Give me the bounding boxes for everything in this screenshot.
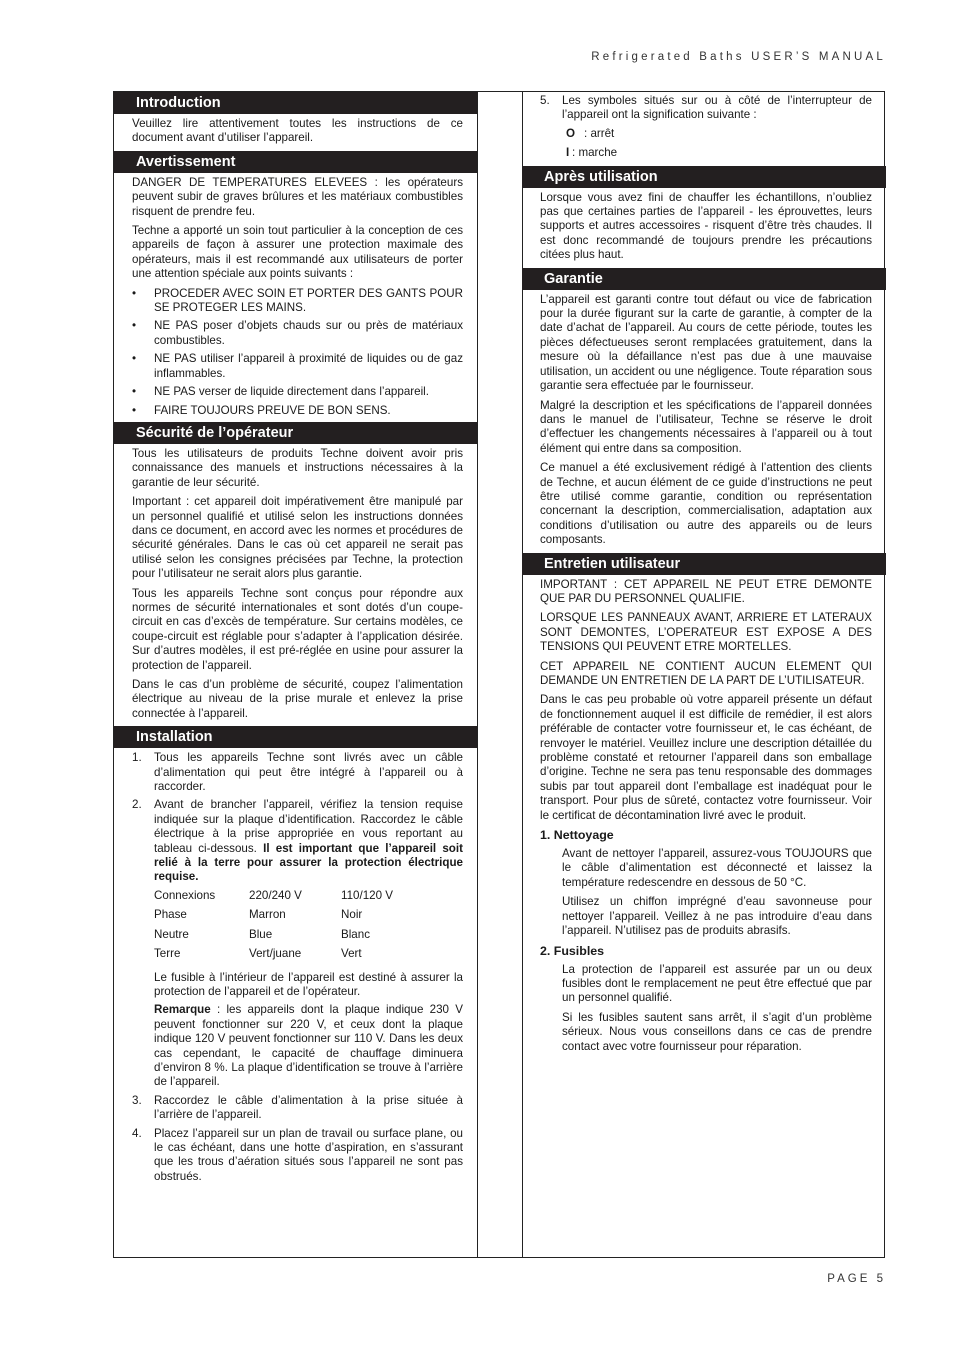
apres-text: Lorsque vous avez fini de chauffer les échantillons, n’oubliez pas que certaines parties de l’appareil - les éprouvettes, leurs supports et autres accessoires - risquent d’être très chaudes. Il est donc recommandé de toujours prendre les précautions citées plus haut. bbox=[540, 190, 872, 262]
avert-paragraph: Techne a apporté un soin tout particulier à la conception de ces appareils de façon à assurer une protection maximale des opérateurs, mais il est recommandé aux utilisateurs de porter une attention spéciale aux points suivants : bbox=[132, 224, 463, 281]
list-item: 4. Placez l’appareil sur un plan de travail ou surface plane, ou le cas échéant, dans une hotte d’aspiration, en s’assurant que les trous d’aération situés sous l’appareil ne sont pas obstrués. bbox=[132, 1126, 463, 1183]
symbol-off: O : arrêt bbox=[566, 126, 615, 140]
list-item: • PROCEDER AVEC SOIN ET PORTER DES GANTS POUR SE PROTEGER LES MAINS. bbox=[132, 286, 463, 315]
connection-table bbox=[154, 889, 393, 967]
secu-paragraph: Tous les appareils Techne sont conçus pour répondre aux normes de sécurité internationales et sont dotés d’un coupe-circuit en cas d’excès de température. Sur certains modèles, ce coupe-circuit est réglable pour s’adapter à l’application désirée. Sur d’autres modèles, il est pré-réglée en usine pour assurer la protection de l’appareil. bbox=[132, 586, 463, 672]
list-item: 3. Raccordez le câble d’alimentation à la prise située à l’arrière de l’appareil. bbox=[132, 1093, 463, 1122]
bullet-mark: • bbox=[132, 319, 137, 333]
secu-paragraph: Important : cet appareil doit impérativement être manipulé par un personnel qualifié et utilisé selon les instructions données dans ce document, en accord avec les normes et procédures de sécurité générales. Dans le cas où cet appareil ne serait pas utilisé selon les consignes précisées par Techne, la protection pour l’utilisateur ne serait alors plus garantie. bbox=[132, 495, 463, 581]
section-title-installation: Installation bbox=[114, 726, 477, 748]
table-row: Terre Vert/juane Vert bbox=[154, 947, 362, 961]
list-item: 1. Tous les appareils Techne sont livrés avec un câble d’alimentation qui peut être intégré à l’appareil ou à raccorder. bbox=[132, 751, 463, 794]
section-title-introduction: Introduction bbox=[114, 92, 477, 114]
subheading-nettoyage: 1. Nettoyage bbox=[540, 828, 614, 843]
list-item: • NE PAS verser de liquide directement dans l’appareil. bbox=[132, 385, 429, 399]
fusibles-paragraph: La protection de l’appareil est assurée par un ou deux fusibles dont le remplacement ne peut être effectué que par un personnel qualifié. bbox=[562, 962, 872, 1005]
running-header: Refrigerated Baths USER’S MANUAL bbox=[591, 51, 886, 63]
list-item: • FAIRE TOUJOURS PREUVE DE BON SENS. bbox=[132, 403, 391, 417]
garantie-paragraph: L’appareil est garanti contre tout défaut ou vice de fabrication pour la durée figurant sur la carte de garantie, à compter de la date d’achat de l’appareil. Au cours de cette période, toutes les pièces défectueuses seront remplacées gratuitement, dans la mesure où la défaillance n’est pas due à une mauvaise utilisation, un accident ou une négligence. Toute réparation sous garantie sera effectuée par le fournisseur. bbox=[540, 292, 872, 393]
warning-list bbox=[132, 287, 463, 418]
content-frame bbox=[113, 91, 885, 1258]
section-title-entretien: Entretien utilisateur bbox=[522, 553, 886, 575]
bullet-mark: • bbox=[132, 286, 137, 300]
bullet-mark: • bbox=[132, 385, 137, 399]
secu-paragraph: Dans le cas d’un problème de sécurité, coupez l’alimentation électrique au niveau de la prise murale et enlevez la prise connectée à l’appareil. bbox=[132, 678, 463, 720]
left-column bbox=[114, 92, 477, 1188]
remark-note: Remarque : les appareils dont la plaque indique 230 V peuvent fonctionner sur 220 V, et ceux dont la plaque indique 120 V peuvent fonctionner sur 110 V. Dans les deux cas cependant, le capacité de chauffage diminuera d’environ 8 %. La plaque d’identification se trouve à l’arrière de l’appareil. bbox=[154, 1003, 463, 1089]
table-row: Neutre Blue Blanc bbox=[154, 927, 371, 941]
list-item: 2. Avant de brancher l’appareil, vérifiez la tension requise indiquée sur la plaque d’identification. Raccordez le câble électrique à la prise appropriée en vous reportant au tableau ci-dessous. Il est important que l’appareil soit relié à la terre pour assurer la protection électrique requise. Connexions 220/240 V 110/120 V Phase Marron Noir Neutre Blue Blanc Terre Vert/juane Vert Le fusible à l’intérieur de l’appareil est destiné à assurer la protection de l’appareil et de l’opérateur. Remarque : les appareils dont la plaque indique 230 V peuvent fonctionner sur 220 V, et ceux dont la plaque indique 120 V peuvent fonctionner sur 110 V. Dans les deux cas cependant, le capacité de chauffage diminuera d’environ 8 %. La plaque d’identification se trouve à l’arrière de l’appareil. bbox=[132, 798, 463, 1089]
list-item: • NE PAS poser d’objets chauds sur ou près de matériaux combustibles. bbox=[132, 319, 463, 347]
table-row: Phase Marron Noir bbox=[154, 908, 363, 922]
page-number: PAGE 5 bbox=[827, 1273, 886, 1285]
subheading-fusibles: 2. Fusibles bbox=[540, 943, 605, 958]
nettoyage-paragraph: Utilisez un chiffon imprégné d’eau savonneuse pour nettoyer l’appareil. Veillez à ne pas introduire d’eau dans l’appareil. N’utilisez pas de produits abrasifs. bbox=[562, 895, 872, 938]
installation-steps bbox=[132, 751, 463, 1184]
fuse-note: Le fusible à l’intérieur de l’appareil est destiné à assurer la protection de l’appareil et de l’opérateur. bbox=[154, 970, 463, 998]
intro-text: Veuillez lire attentivement toutes les instructions de ce document avant d’utiliser l’appareil. bbox=[132, 117, 463, 145]
bullet-mark: • bbox=[132, 403, 137, 417]
fusibles-paragraph: Si les fusibles sautent sans arrêt, il s’agit d’un problème sérieux. Nous vous conseillons dans ce cas de prendre contact avec votre fournisseur pour réparation. bbox=[562, 1010, 872, 1053]
right-column bbox=[522, 92, 886, 1059]
garantie-paragraph: Malgré la description et les spécifications de l’appareil données dans le manuel de l’utilisateur, Techne se réserve le droit d’effectuer les changements nécessaires à l’appareil ou à tout élément qui entre dans sa composition. bbox=[540, 398, 872, 455]
list-item: 5. Les symboles situés sur ou à côté de l’interrupteur de l’appareil ont la signification suivante : bbox=[540, 94, 872, 122]
entretien-paragraph: LORSQUE LES PANNEAUX AVANT, ARRIERE ET LATERAUX SONT DEMONTES, L’OPERATEUR EST EXPOSE A DES TENSIONS QUI PEUVENT ETRE MORTELLES. bbox=[540, 611, 872, 654]
symbol-on: I : marche bbox=[566, 146, 618, 160]
table-row: Connexions 220/240 V 110/120 V bbox=[154, 888, 394, 902]
section-title-apres-utilisation: Après utilisation bbox=[522, 166, 886, 188]
section-title-avertissement: Avertissement bbox=[114, 151, 477, 173]
avert-paragraph: DANGER DE TEMPERATURES ELEVEES : les opérateurs peuvent subir de graves brûlures et les matériaux combustibles risquent de prendre feu. bbox=[132, 175, 463, 218]
nettoyage-paragraph: Avant de nettoyer l’appareil, assurez-vous TOUJOURS que le câble d’alimentation est déconnecté et laissez la température redescendre en dessous de 50 °C. bbox=[562, 847, 872, 889]
entretien-paragraph: CET APPAREIL NE CONTIENT AUCUN ELEMENT QUI DEMANDE UN ENTRETIEN DE LA PART DE L’UTILISATEUR. bbox=[540, 659, 872, 687]
entretien-paragraph: IMPORTANT : CET APPAREIL NE PEUT ETRE DEMONTE QUE PAR DU PERSONNEL QUALIFIE. bbox=[540, 577, 872, 605]
garantie-paragraph: Ce manuel a été exclusivement rédigé à l’attention des clients de Techne, et aucun élément de ce guide d’instructions ne peut être utilisé comme garantie, condition ou représentation concernant la description, commercialisation, adaptation aux conditions d’utilisation ou autre des appareils ou de leurs composants. bbox=[540, 461, 872, 547]
secu-paragraph: Tous les utilisateurs de produits Techne doivent avoir pris connaissance des manuels et instructions nécessaires à la garantie de leur sécurité. bbox=[132, 446, 463, 489]
entretien-paragraph: Dans le cas peu probable où votre appareil présente un défaut de fonctionnement auquel il est difficile de remédier, il est alors préférable de contacter votre fournisseur et, le cas échéant, de renvoyer le matériel. Veuillez inclure une description détaillée du problème constaté et retourner l’appareil dans son emballage d’origine. Techne ne sera pas tenu responsable des dommages subis par tout appareil dont l’emballage est inadéquat pour le transport. Pour plus de sûreté, contactez votre fournisseur. Voir le certificat de décontamination livré avec le produit. bbox=[540, 693, 872, 822]
installation-steps-continued bbox=[540, 94, 872, 123]
section-title-securite: Sécurité de l’opérateur bbox=[114, 422, 477, 444]
list-item: • NE PAS utiliser l’appareil à proximité de liquides ou de gaz inflammables. bbox=[132, 352, 463, 380]
bullet-mark: • bbox=[132, 352, 137, 366]
section-title-garantie: Garantie bbox=[522, 268, 886, 290]
column-divider bbox=[477, 92, 478, 1257]
